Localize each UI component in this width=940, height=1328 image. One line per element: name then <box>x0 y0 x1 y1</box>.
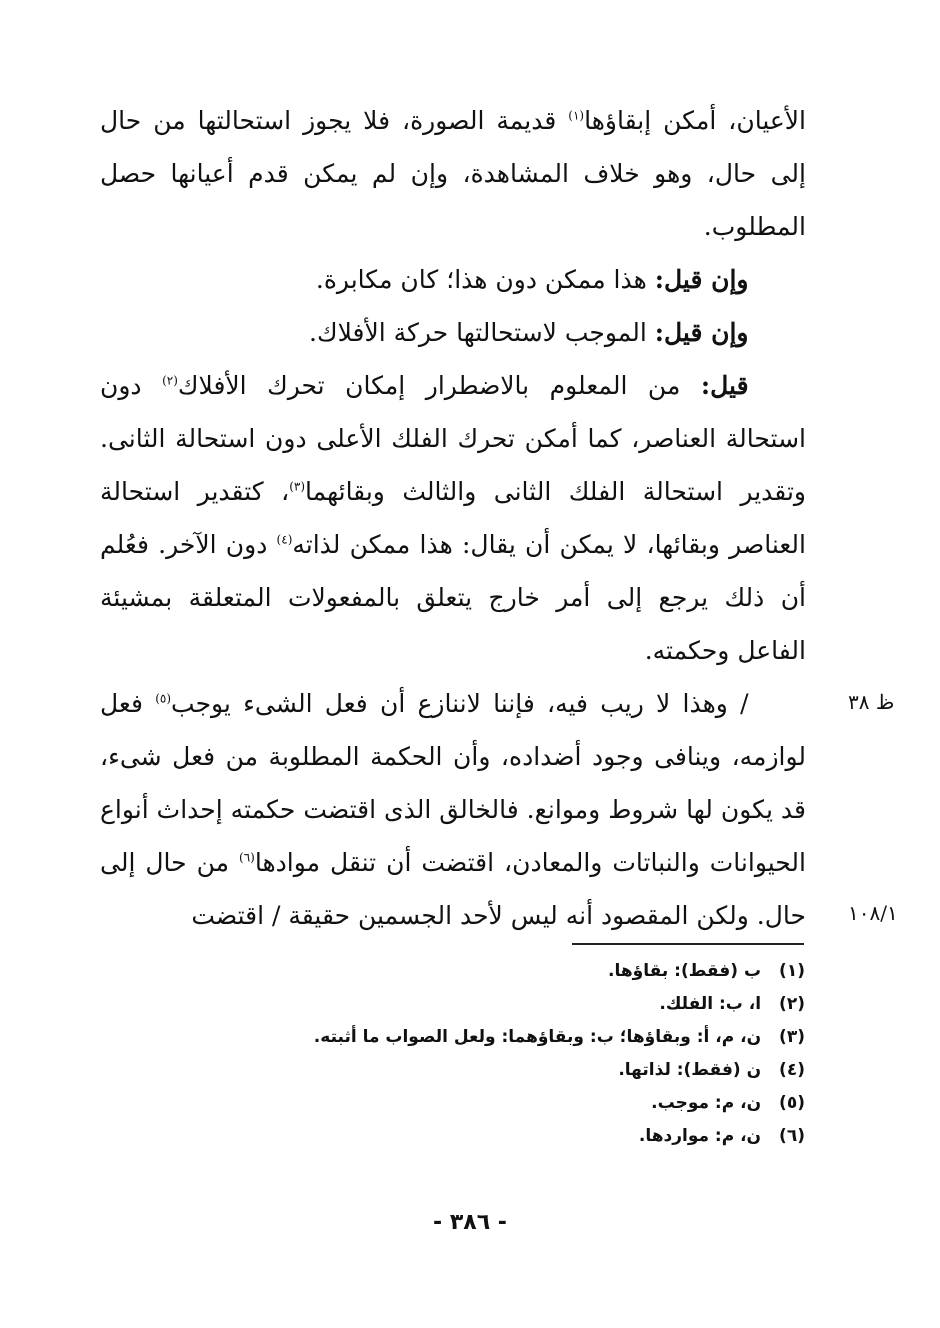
paragraph-4 <box>100 359 806 677</box>
footnote <box>200 1087 805 1120</box>
paragraph-1 <box>100 94 806 253</box>
footnote-ref-5: (٥) <box>155 691 172 706</box>
paragraph-5 <box>100 677 806 942</box>
footnote <box>200 1120 805 1153</box>
text-run: ، كتقدير استحالة العناصر وبقائها، لا يمكن أن يقال: هذا ممكن لذاته <box>100 477 806 559</box>
footnote-divider <box>572 943 804 945</box>
text-run: من حال إلى حال. ولكن المقصود أنه ليس لأحد الجسمين حقيقة / اقتضت <box>100 848 806 930</box>
text-run: من المعلوم بالاضطرار إمكان تحرك الأفلاك <box>177 371 701 400</box>
footnote <box>200 988 805 1021</box>
page-number: - ٣٨٦ - <box>433 1210 507 1235</box>
footnote-ref-3: (٣) <box>289 479 306 494</box>
paragraph-lead: وإن قيل: <box>654 265 749 294</box>
footnote <box>200 955 805 988</box>
footnote-ref-1: (١) <box>568 108 585 123</box>
footnote-ref-4: (٤) <box>276 532 293 547</box>
footnote-text: ن، م: مواردها. <box>638 1126 762 1146</box>
margin-note-volume-page: ١٠٨/١ <box>848 901 898 925</box>
text-run: / وهذا لا ريب فيه، فإننا لاننازع أن فعل الشىء يوجب <box>171 689 749 718</box>
footnote-number: (٦) <box>779 1126 805 1146</box>
footnote-number: (٤) <box>779 1060 805 1080</box>
footnote-text: ا، ب: الفلك. <box>659 994 762 1014</box>
footnote <box>200 1054 805 1087</box>
footnote-text: ن، م: موجب. <box>651 1093 762 1113</box>
footnote-text: ن (فقط): لذاتها. <box>618 1060 762 1080</box>
text-run: الموجب لاستحالتها حركة الأفلاك. <box>309 318 655 347</box>
footnote-text: ن، م، أ: وبقاؤها؛ ب: وبقاؤهما: ولعل الصواب ما أثبته. <box>313 1027 762 1047</box>
footnote-number: (٢) <box>779 994 805 1014</box>
text-run: دون الآخر. فعُلم أن ذلك يرجع إلى أمر خارج يتعلق بالمفعولات المتعلقة بمشيئة الفاعل وحكمته. <box>100 530 806 665</box>
paragraph-lead: وإن قيل: <box>654 318 749 347</box>
footnote <box>200 1021 805 1054</box>
paragraph-lead: قيل: <box>700 371 749 400</box>
text-run: الأعيان، أمكن إبقاؤها <box>584 106 807 135</box>
paragraph-3 <box>100 306 806 359</box>
paragraph-2 <box>100 253 806 306</box>
footnote-ref-6: (٦) <box>239 850 255 865</box>
footnotes <box>200 955 805 1153</box>
footnote-number: (١) <box>779 961 805 981</box>
margin-note-manuscript-folio: ظ ٣٨ <box>848 690 895 714</box>
footnote-number: (٥) <box>779 1093 805 1113</box>
footnote-text: ب (فقط): بقاؤها. <box>608 961 762 981</box>
footnote-number: (٣) <box>779 1027 805 1047</box>
text-run: فعل لوازمه، وينافى وجود أضداده، وأن الحكمة المطلوبة من فعل شىء، قد يكون لها شروط وموانع. فالخالق الذى اقتضت حكمته إحداث أنواع الحيوانات والنباتات والمعادن، اقتضت أن تنقل موادها <box>100 689 806 877</box>
text-run: دون استحالة العناصر، كما أمكن تحرك الفلك الأعلى دون استحالة الثانى. وتقدير استحالة الفلك الثانى والثالث وبقائهما <box>100 371 806 506</box>
text-run: هذا ممكن دون هذا؛ كان مكابرة. <box>315 265 655 294</box>
text-run: قديمة الصورة، فلا يجوز استحالتها من حال إلى حال، وهو خلاف المشاهدة، وإن لم يمكن قدم أعيانها حصل المطلوب. <box>100 106 806 241</box>
footnote-ref-2: (٢) <box>162 373 178 388</box>
main-text <box>100 94 806 942</box>
